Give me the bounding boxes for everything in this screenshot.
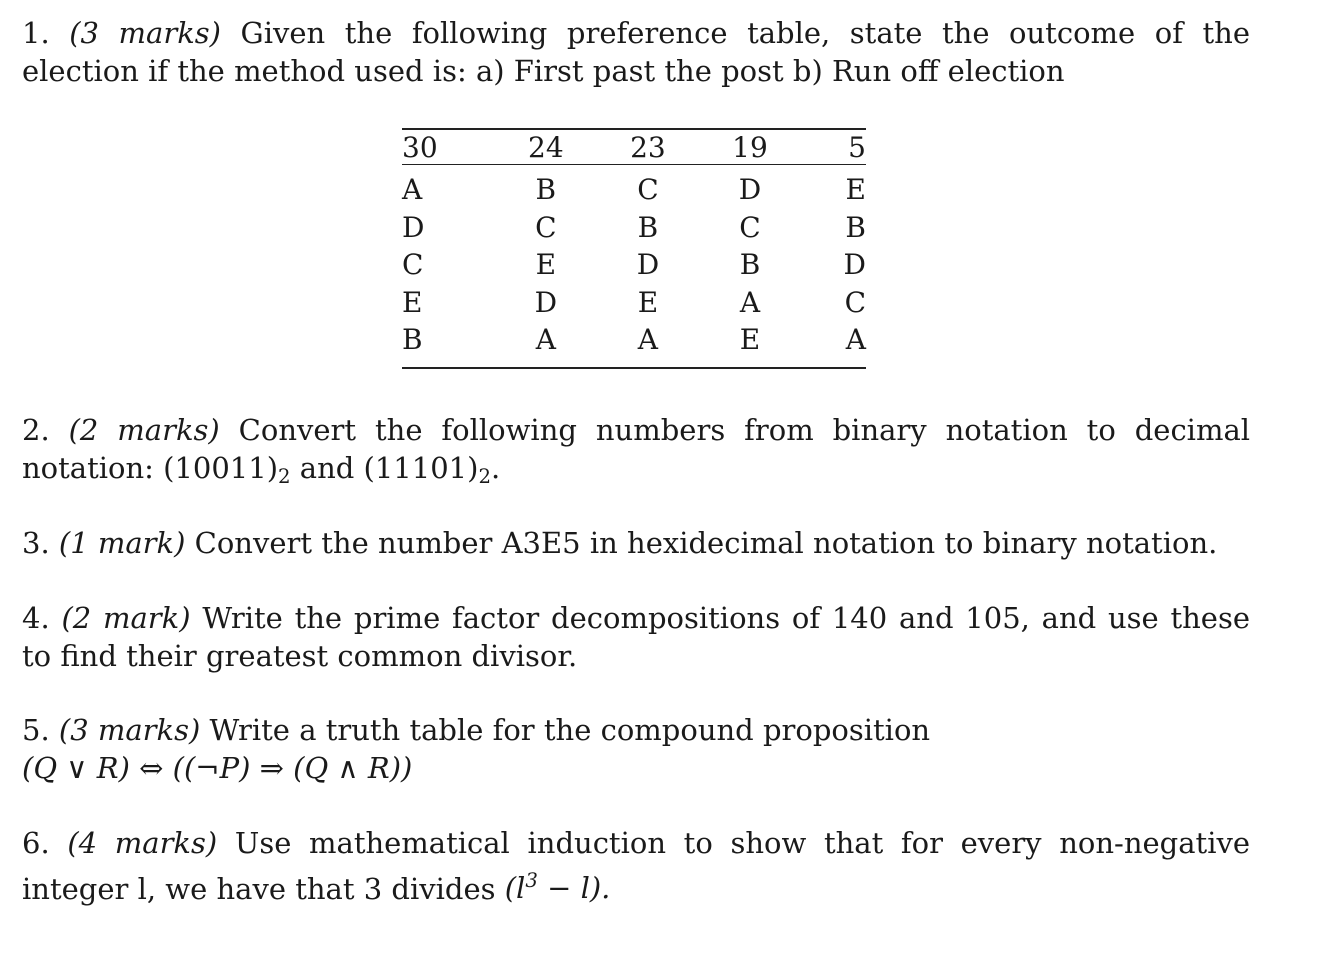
table-cell: D [402,210,425,244]
table-row [402,165,866,209]
table-cell: A [535,323,556,357]
question-text: Given the following preference table, state the outcome of the election if the method used is: a) First past the post b) Run off election [22,16,1251,88]
table-cell: E [845,173,866,207]
binary-digits: (11101) [363,450,479,485]
question-marks: (3 marks) [69,16,221,50]
table-cell: B [739,248,761,282]
question-3 [22,525,1250,563]
question-number: 3. [22,526,50,560]
table-cell: D [843,248,866,282]
table-cell: B [845,210,866,244]
table-cell: D [534,285,558,319]
table-cell: D [738,173,762,207]
table-cell: B [637,210,659,244]
binary-number-2: $(11101)_2$. [363,450,501,488]
table-cell: A [739,285,761,319]
table-cell: B [535,173,557,207]
question-number: 4. [22,601,50,635]
table-cell: C [739,210,761,244]
table-row [402,246,866,284]
table-cell: A [845,323,866,357]
table-cell: C [402,248,424,282]
compound-proposition: (Q ∨ R) ⇔ ((¬P) ⇒ (Q ∧ R)) [22,750,413,785]
table-cell: A [637,323,659,357]
question-marks: (1 mark) [58,526,186,560]
question-text: Convert the following numbers from binary notation to decimal notation: [22,413,1251,485]
expr-base: (l [504,871,526,906]
table-row [402,321,866,367]
expr-exponent: 3 [525,869,538,893]
voter-count: 19 [699,130,801,165]
question-number: 6. [22,826,50,860]
preference-table [402,128,866,369]
table-cell: E [402,285,423,319]
question-marks: (2 mark) [61,601,191,635]
table-row [402,284,866,322]
table-header-row [402,130,866,165]
question-text: Use mathematical induction to show that for every non-negative integer l, we have that 3 divides [22,826,1251,906]
table-cell: C [844,285,866,319]
base-subscript: 2 [278,464,291,488]
table-cell: E [739,323,761,357]
table-row [402,209,866,247]
conjunction: and [299,450,355,485]
question-5 [22,712,1250,787]
expr-rest: − l). [537,871,611,906]
question-text: Convert the number A3E5 in hexidecimal notation to binary notation. [194,526,1218,560]
table-cell: A [402,173,423,207]
question-text: Write a truth table for the compound proposition [209,713,931,747]
table-cell: C [535,210,557,244]
table-cell: B [402,323,423,357]
voter-count: 23 [597,130,699,165]
question-number: 5. [22,713,50,747]
voter-count: 30 [402,130,495,165]
question-number: 1. [22,16,50,50]
question-marks: (2 marks) [68,413,220,447]
binary-digits: (10011) [163,450,279,485]
question-marks: (3 marks) [58,713,201,747]
question-2 [22,412,1250,495]
question-marks: (4 marks) [67,826,218,860]
divisibility-expression [505,871,611,905]
question-text: Write the prime factor decompositions of 140 and 105, and use these to find their greatest common divisor. [22,601,1251,673]
binary-number-1 [163,450,291,488]
question-number: 2. [22,413,50,447]
question-1 [22,15,1250,90]
base-subscript: 2 [478,464,491,488]
question-4 [22,600,1250,675]
table-cell: E [535,248,557,282]
question-6 [22,825,1250,908]
voter-count: 24 [495,130,597,165]
table-cell: C [637,173,659,207]
table-cell: D [636,248,660,282]
voter-count: 5 [801,130,866,165]
table-cell: E [637,285,659,319]
